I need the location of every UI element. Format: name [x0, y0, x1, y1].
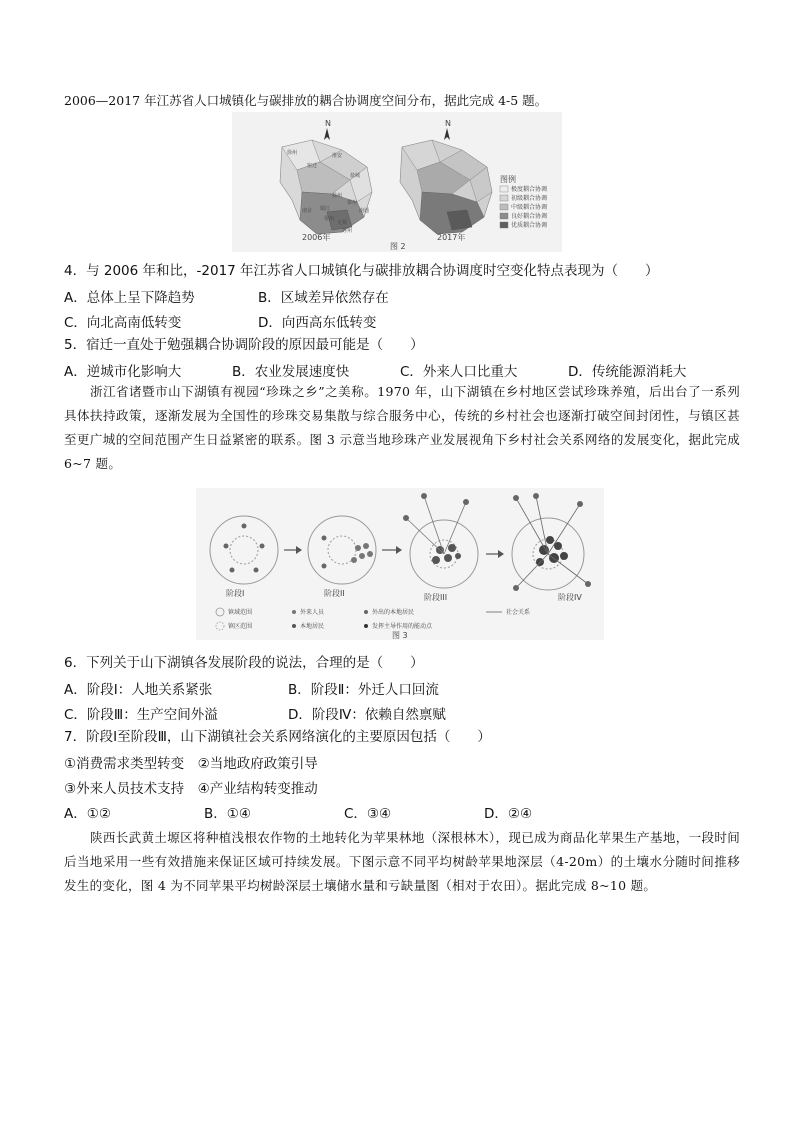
question-4-stem: 4．与 2006 年和比，-2017 年江苏省人口城镇化与碳排放耦合协调度时空变化特点表现为（ ） [64, 263, 659, 279]
svg-text:扬州: 扬州 [332, 193, 343, 199]
q6-option-c[interactable]: C．阶段Ⅲ：生产空间外溢 [64, 707, 218, 723]
svg-text:镇区范围: 镇区范围 [228, 623, 253, 630]
year-2017-label: 2017年 [437, 233, 466, 242]
stage-2-label: 阶段II [324, 589, 345, 598]
q7-option-c[interactable]: C．③④ [344, 806, 392, 822]
q7-option-d[interactable]: D．②④ [484, 806, 533, 822]
stage-3-label: 阶段III [424, 593, 448, 602]
svg-text:中级耦合协调: 中级耦合协调 [511, 204, 548, 211]
q4-option-b[interactable]: B．区域差异依然存在 [258, 290, 389, 306]
question-6-stem: 6．下列关于山下湖镇各发展阶段的说法，合理的是（ ） [64, 655, 424, 671]
svg-text:良好耦合协调: 良好耦合协调 [511, 213, 548, 220]
svg-text:镇域范围: 镇域范围 [228, 609, 253, 616]
svg-text:盐城: 盐城 [350, 173, 361, 179]
svg-text:外来人员: 外来人员 [300, 609, 325, 616]
svg-text:图例: 图例 [500, 175, 516, 184]
q7-option-a[interactable]: A．①② [64, 806, 111, 822]
question-5-stem: 5．宿迁一直处于勉强耦合协调阶段的原因最可能是（ ） [64, 337, 424, 353]
svg-text:常州: 常州 [324, 216, 335, 222]
intro-8-10: 陕西长武黄土塬区将种植浅根农作物的土地转化为苹果林地（深根林木），现已成为商品化苹果生产基地，一段时间后当地采用一些有效措施来保证区域可持续发展。下图示意不同平均树龄苹果地深层（4-20m）的土壤水分随时间推移发生的变化，图 4 为不同苹果平均树龄深层土壤储水量和亏缺量图（相对于农田）。据此完成 8~10 题。 [64, 830, 740, 893]
svg-text:淮安: 淮安 [332, 153, 343, 159]
svg-text:外出的本地居民: 外出的本地居民 [372, 609, 415, 616]
q5-option-b[interactable]: B．农业发展速度快 [232, 364, 350, 380]
stage-1-label: 阶段I [226, 589, 245, 598]
q5-option-c[interactable]: C．外来人口比重大 [400, 364, 518, 380]
svg-text:N: N [325, 119, 331, 128]
q7-option-b[interactable]: B．①④ [204, 806, 251, 822]
q6-option-d[interactable]: D．阶段Ⅳ：依赖自然禀赋 [288, 707, 446, 723]
svg-text:无锡: 无锡 [337, 220, 348, 226]
svg-text:发挥主导作用的能动点: 发挥主导作用的能动点 [372, 623, 433, 630]
year-2006-label: 2006年 [302, 233, 331, 242]
q7-items-1-2: ①消费需求类型转变 ②当地政府政策引导 [64, 756, 318, 772]
svg-text:泰州: 泰州 [347, 200, 358, 206]
intro-4-5: 2006—2017 年江苏省人口城镇化与碳排放的耦合协调度空间分布，据此完成 4-5 题。 [64, 93, 548, 108]
stage-4-label: 阶段IV [558, 593, 582, 602]
svg-text:极度耦合协调: 极度耦合协调 [511, 186, 548, 193]
svg-text:优质耦合协调: 优质耦合协调 [511, 222, 548, 229]
svg-text:苏州: 苏州 [342, 228, 353, 234]
q5-option-a[interactable]: A．逆城市化影响大 [64, 364, 182, 380]
svg-text:镇江: 镇江 [320, 206, 331, 212]
q4-option-c[interactable]: C．向北高南低转变 [64, 315, 182, 331]
svg-text:徐州: 徐州 [287, 150, 298, 156]
q4-option-d[interactable]: D．向西高东低转变 [258, 315, 377, 331]
figure-2-maps [232, 112, 562, 252]
svg-text:宿迁: 宿迁 [307, 163, 318, 169]
svg-text:南京: 南京 [302, 208, 313, 214]
q7-items-3-4: ③外来人员技术支持 ④产业结构转变推动 [64, 781, 318, 797]
q5-option-d[interactable]: D．传统能源消耗大 [568, 364, 687, 380]
svg-text:南通: 南通 [359, 208, 370, 214]
figure-2-caption: 图 2 [390, 242, 406, 251]
svg-text:本地居民: 本地居民 [300, 623, 325, 630]
intro-6-7: 浙江省诸暨市山下湖镇有视园“珍珠之乡”之美称。1970 年，山下湖镇在乡村地区尝试珍珠养殖，后出台了一系列具体扶持政策，逐渐发展为全国性的珍珠交易集散与综合服务中心，传统的乡村社会也逐渐打破空间封闭性，与镇区甚至更广城的空间范围产生日益紧密的联系。图 3 示意当地珍珠产业发展视角下乡村社会关系网络的发展变化，据此完成 6~7 题。 [64, 384, 740, 471]
question-7-stem: 7．阶段Ⅰ至阶段Ⅲ，山下湖镇社会关系网络演化的主要原因包括（ ） [64, 729, 491, 745]
figure-3-caption: 图 3 [392, 631, 408, 640]
figure-3-diagram [196, 488, 604, 640]
svg-text:N: N [445, 119, 451, 128]
q6-option-b[interactable]: B．阶段Ⅱ：外迁人口回流 [288, 682, 439, 698]
q4-option-a[interactable]: A．总体上呈下降趋势 [64, 290, 195, 306]
svg-text:初级耦合协调: 初级耦合协调 [511, 195, 548, 202]
q6-option-a[interactable]: A．阶段Ⅰ：人地关系紧张 [64, 682, 213, 698]
svg-text:社会关系: 社会关系 [506, 609, 531, 616]
